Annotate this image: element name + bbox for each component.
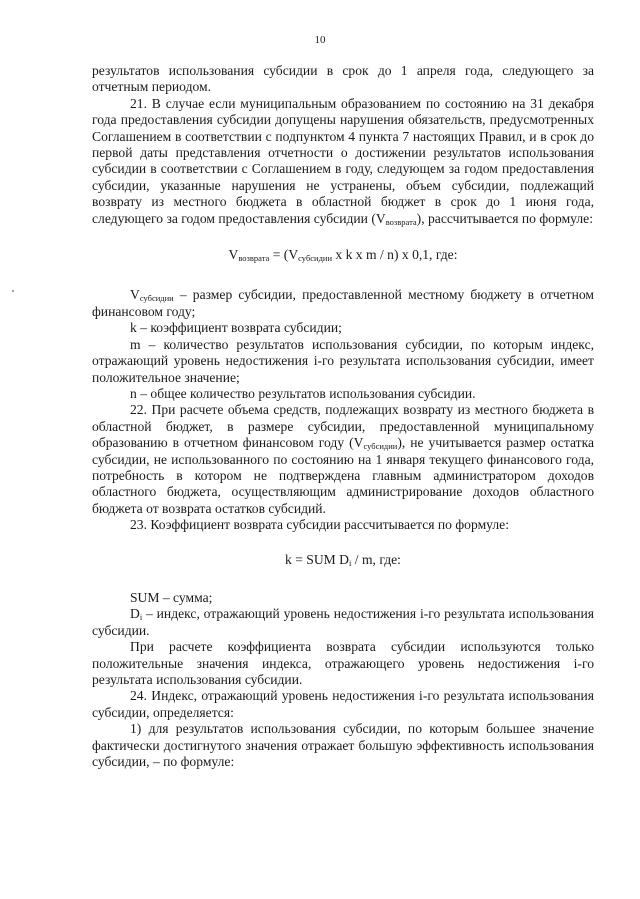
subscript: субсидии [363,441,398,452]
definition-sum: SUM – сумма; [130,589,213,605]
paragraph-24-item-1: 1) для результатов использования субсидии, по которым большее значение фактически достигнутого значения отражает большую эффективность использования субсидии, – по формуле: [92,721,594,770]
definition-di [92,606,594,639]
paragraph-22-text: 22. При расчете объема средств, подлежащих возврату из местного бюджета в областной бюджет, в размере субсидии, предоставленной муниципальному образованию в отчетном финансовом году (V [92,402,594,451]
formula-part: V [228,247,239,263]
subscript: i [139,612,143,623]
definition-n: n – общее количество результатов использования субсидии. [130,385,476,401]
formula-refund [92,247,594,263]
subscript: возврата [238,253,270,264]
formula-part: / m, где: [351,551,401,567]
paragraph-22-end: ), не учитывается размер остатка субсидии, не использованного по состоянию на 1 января текущего финансового года, потребность в котором не подтверждена главным администратором доходов областного бюджета, осуществляющим администрирование доходов областного бюджета от возврата остатков субсидий. [92,435,594,516]
formula-part: x k x m / n) x 0,1, где: [332,247,458,263]
formula-part: k = SUM D [285,551,349,567]
definition-part: – индекс, отражающий уровень недостижения i-го результата использования субсидии. [92,606,594,638]
subscript: субсидии [139,293,174,304]
paragraph-22 [92,402,594,517]
definition-part: V [130,287,140,303]
paragraph-21 [92,96,594,227]
paragraph-21-end: ), рассчитывается по формуле: [416,210,593,226]
definition-m: m – количество результатов использования субсидии, по которым индекс, отражающий уровень недостижения i-го результата использования субсидии, имеет положительное значение; [92,336,594,385]
document-body [92,63,594,770]
paragraph-23: 23. Коэффициент возврата субсидии рассчитывается по формуле: [130,517,509,533]
paragraph-24: 24. Индекс, отражающий уровень недостижения i-го результата использования субсидии, определяется: [92,688,594,720]
paragraph-continuation: результатов использования субсидии в срок до 1 апреля года, следующего за отчетным периодом. [92,63,594,95]
page-number: 10 [314,34,326,46]
paragraph-21-text: 21. В случае если муниципальным образованием по состоянию на 31 декабря года предоставления субсидии допущены нарушения обязательств, предусмотренных Соглашением в соответствии с подпунктом 4 пункта 7 настоящих Правил, и в срок до первой даты представления отчетности о достижении результатов использования субсидии в соответствии с Соглашением в году, следующем за годом предоставления субсидии, указанные нарушения не устранены, объем субсидии, подлежащий возврату из местного бюджета в областной бюджет в срок до 1 июня года, следующего за годом предоставления субсидии (V [92,95,594,226]
subscript: i [349,557,352,568]
definition-v-subsidy [92,287,594,320]
subscript: возврата [385,216,417,227]
definition-part: D [130,606,140,622]
definition-part: – размер субсидии, предоставленной местному бюджету в отчетном финансовом году; [92,287,594,319]
paragraph-calculation-note: При расчете коэффициента возврата субсидии используются только положительные значения индекса, отражающего уровень недостижения i-го результата использования субсидии. [92,639,594,687]
formula-coefficient [92,552,594,568]
scan-speck [12,290,14,292]
subscript: субсидии [298,253,333,264]
formula-part: = (V [269,247,299,263]
definition-k: k – коэффициент возврата субсидии; [130,320,342,336]
